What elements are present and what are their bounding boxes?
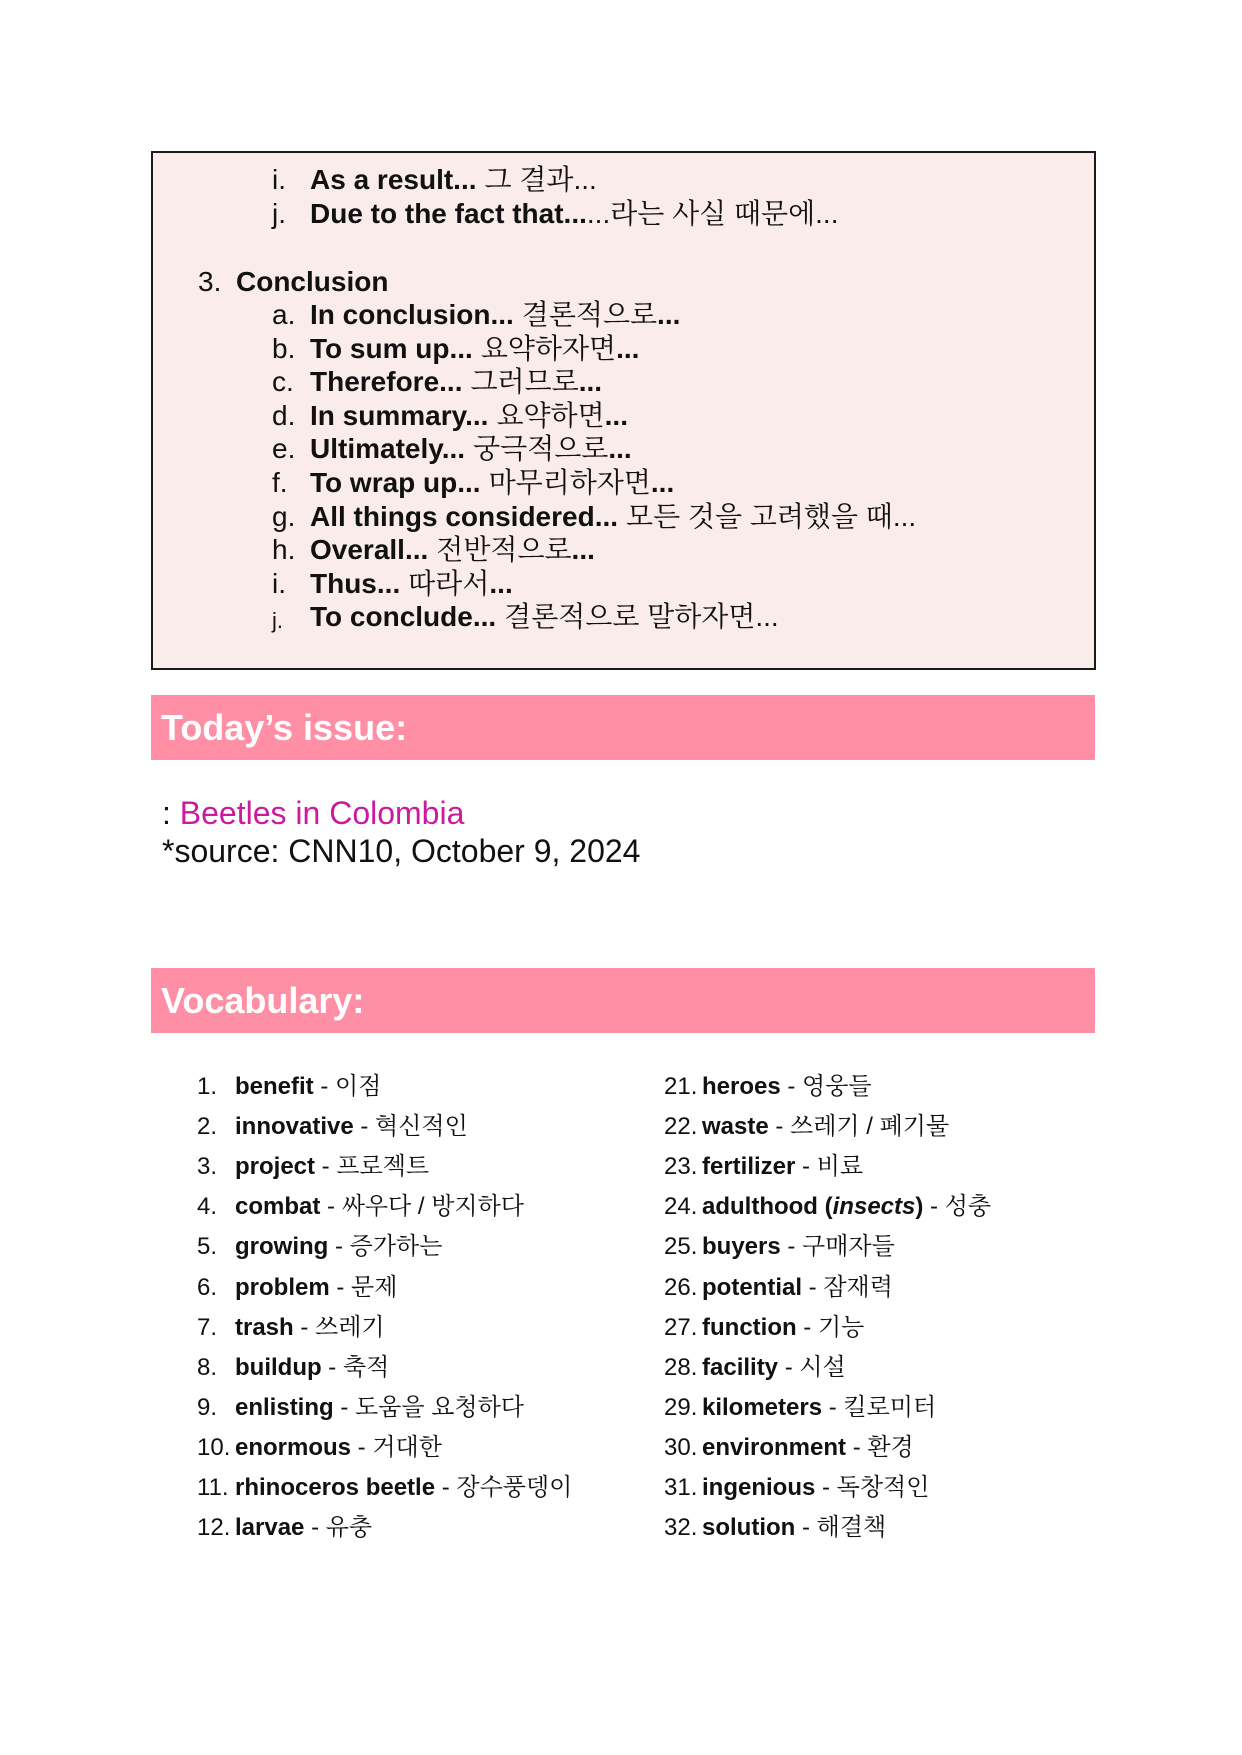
phrase-ellipsis: ... xyxy=(657,299,681,330)
issue-prefix: : xyxy=(162,795,180,831)
phrase-marker: j. xyxy=(272,198,286,229)
vocab-term-note: insects xyxy=(832,1193,916,1220)
phrase-marker: i. xyxy=(272,164,286,195)
vocab-number: 5. xyxy=(197,1233,218,1260)
vocab-number: 7. xyxy=(197,1314,218,1341)
vocab-number: 8. xyxy=(197,1354,218,1381)
vocab-term: waste xyxy=(702,1113,769,1140)
phrase-ellipsis: ... xyxy=(608,433,632,464)
vocab-separator: - xyxy=(313,1073,335,1100)
vocab-paren-close: ) xyxy=(915,1193,924,1220)
phrase-en: To sum up... xyxy=(310,333,473,364)
phrase-en: As a result... xyxy=(310,164,477,195)
vocab-number: 9. xyxy=(197,1394,218,1421)
phrase-box xyxy=(151,151,1096,670)
phrase-marker: b. xyxy=(272,333,296,364)
vocab-number: 22. xyxy=(664,1113,698,1140)
phrase-marker: h. xyxy=(272,534,296,565)
vocab-number: 12. xyxy=(197,1514,231,1541)
vocab-term: heroes xyxy=(702,1073,781,1100)
vocab-separator: - xyxy=(846,1434,868,1461)
vocab-meaning: 증가하는 xyxy=(349,1233,443,1260)
phrase-marker: j. xyxy=(272,608,283,633)
vocab-term: rhinoceros beetle xyxy=(235,1474,436,1501)
phrase-ellipsis: ... xyxy=(571,534,595,565)
vocab-number: 27. xyxy=(664,1314,698,1341)
phrase-ko: 그 결과... xyxy=(484,164,597,195)
vocab-term: combat xyxy=(235,1193,321,1220)
vocab-meaning: 구매자들 xyxy=(802,1233,895,1260)
vocab-term: buildup xyxy=(235,1354,322,1381)
vocab-term: problem xyxy=(235,1274,330,1301)
vocab-separator: - xyxy=(315,1153,337,1180)
vocab-meaning: 성충 xyxy=(944,1193,992,1220)
vocabulary-banner xyxy=(151,968,1095,1033)
vocab-separator: - xyxy=(293,1314,316,1341)
phrase-marker: f. xyxy=(272,467,288,498)
vocab-number: 29. xyxy=(664,1394,698,1421)
phrase-ko: 결론적으로 말하자면... xyxy=(504,601,779,632)
vocab-term: function xyxy=(702,1314,797,1341)
vocab-separator: - xyxy=(333,1394,355,1421)
vocab-separator: - xyxy=(795,1514,817,1541)
phrase-en: All things considered... xyxy=(310,501,619,532)
vocab-separator: - xyxy=(353,1113,376,1140)
vocab-separator: - xyxy=(320,1193,342,1220)
vocab-separator: - xyxy=(435,1474,457,1501)
vocab-meaning: 영웅들 xyxy=(802,1073,872,1100)
vocab-number: 1. xyxy=(197,1073,218,1100)
vocab-number: 31. xyxy=(664,1474,698,1501)
banner-title: Today’s issue: xyxy=(161,707,408,748)
vocab-meaning: 잠재력 xyxy=(823,1274,893,1301)
vocab-meaning: 이점 xyxy=(335,1073,382,1100)
vocab-term: trash xyxy=(235,1314,294,1341)
issue-topic: Beetles in Colombia xyxy=(179,795,465,831)
vocab-separator: - xyxy=(778,1354,800,1381)
vocab-meaning: 혁신적인 xyxy=(375,1113,468,1140)
phrase-en: Due to the fact that... xyxy=(310,198,587,229)
vocab-number: 26. xyxy=(664,1274,698,1301)
phrase-en: In conclusion... xyxy=(310,299,514,330)
phrase-marker: i. xyxy=(272,568,286,599)
vocab-meaning: 킬로미터 xyxy=(843,1394,937,1421)
issue-topic-line xyxy=(162,794,464,832)
vocab-separator: - xyxy=(822,1394,844,1421)
phrase-ko: 마무리하자면 xyxy=(488,467,651,498)
todays-issue-banner xyxy=(151,695,1095,760)
vocab-term: ingenious xyxy=(702,1474,816,1501)
vocab-term: solution xyxy=(702,1514,796,1541)
vocab-meaning: 환경 xyxy=(867,1434,914,1461)
issue-source: *source: CNN10, October 9, 2024 xyxy=(162,833,641,869)
section-title: Conclusion xyxy=(236,266,389,297)
vocab-meaning: 거대한 xyxy=(372,1434,442,1461)
section-number: 3. xyxy=(198,266,222,297)
vocab-number: 10. xyxy=(197,1434,231,1461)
phrase-ko: 따라서 xyxy=(408,568,490,599)
vocab-term: enormous xyxy=(235,1434,352,1461)
vocab-number: 3. xyxy=(197,1153,218,1180)
phrase-ko: 요약하면 xyxy=(496,400,605,431)
vocab-separator: - xyxy=(815,1474,837,1501)
vocab-meaning: 유충 xyxy=(325,1514,373,1541)
phrase-ko: 그러므로 xyxy=(470,366,579,397)
phrase-marker: e. xyxy=(272,433,296,464)
vocab-meaning: 싸우다 / 방지하다 xyxy=(341,1193,524,1220)
banner-title: Vocabulary: xyxy=(161,980,365,1021)
vocab-meaning: 독창적인 xyxy=(836,1474,930,1501)
vocab-separator: - xyxy=(321,1354,343,1381)
vocab-meaning: 해결책 xyxy=(816,1514,887,1541)
vocab-term: fertilizer xyxy=(702,1153,796,1180)
vocab-number: 21. xyxy=(664,1073,698,1100)
phrase-ellipsis: ... xyxy=(489,568,513,599)
phrase-marker: d. xyxy=(272,400,296,431)
vocab-separator: - xyxy=(796,1314,818,1341)
vocab-number: 24. xyxy=(664,1193,698,1220)
vocab-term: larvae xyxy=(235,1514,305,1541)
vocab-meaning: 기능 xyxy=(817,1314,865,1341)
phrase-marker: a. xyxy=(272,299,296,330)
vocab-separator: - xyxy=(304,1514,326,1541)
vocab-meaning: 비료 xyxy=(816,1153,864,1180)
vocab-term: innovative xyxy=(235,1113,354,1140)
vocab-number: 2. xyxy=(197,1113,218,1140)
vocab-number: 6. xyxy=(197,1274,218,1301)
vocab-separator: - xyxy=(802,1274,824,1301)
phrase-en: Overall... xyxy=(310,534,429,565)
phrase-ko: 전반적으로 xyxy=(436,534,572,565)
vocab-term: facility xyxy=(702,1354,779,1381)
vocab-meaning: 프로젝트 xyxy=(336,1153,430,1180)
phrase-en: Thus... xyxy=(310,568,401,599)
phrase-ellipsis: ... xyxy=(604,400,628,431)
vocab-term: environment xyxy=(702,1434,847,1461)
vocab-term: potential xyxy=(702,1274,802,1301)
phrase-en: In summary... xyxy=(310,400,489,431)
vocab-number: 25. xyxy=(664,1233,698,1260)
vocab-separator: - xyxy=(795,1153,817,1180)
vocab-number: 30. xyxy=(664,1434,698,1461)
vocab-separator: - xyxy=(780,1073,803,1100)
vocab-separator: - xyxy=(351,1434,373,1461)
vocab-separator: - xyxy=(768,1113,791,1140)
vocab-meaning: 문제 xyxy=(351,1274,398,1301)
vocab-meaning: 쓰레기 xyxy=(315,1314,385,1341)
phrase-ko: 결론적으로 xyxy=(521,299,658,330)
vocab-number: 11. xyxy=(197,1474,229,1501)
phrase-en: To wrap up... xyxy=(310,467,481,498)
phrase-en: Ultimately... xyxy=(310,433,466,464)
vocab-number: 28. xyxy=(664,1354,698,1381)
phrase-en: Therefore... xyxy=(310,366,463,397)
phrase-ko: 요약하자면 xyxy=(480,333,617,364)
vocab-number: 32. xyxy=(664,1514,698,1541)
phrase-ellipsis: ... xyxy=(650,467,675,498)
phrase-ellipsis: ... xyxy=(578,366,603,397)
vocab-meaning: 쓰레기 / 폐기물 xyxy=(790,1113,950,1140)
vocab-term: growing xyxy=(235,1233,329,1260)
vocab-separator: - xyxy=(780,1233,803,1260)
phrase-ellipsis: ... xyxy=(616,333,640,364)
vocab-separator: - xyxy=(923,1193,945,1220)
phrase-ko: 모든 것을 고려했을 때... xyxy=(626,501,917,532)
vocab-number: 23. xyxy=(664,1153,698,1180)
vocab-separator: - xyxy=(328,1233,350,1260)
phrase-ko: ...라는 사실 때문에... xyxy=(586,198,839,229)
vocab-meaning: 축적 xyxy=(342,1354,390,1381)
vocab-meaning: 장수풍뎅이 xyxy=(456,1474,573,1501)
phrase-en: To conclude... xyxy=(310,601,497,632)
vocab-term: benefit xyxy=(235,1073,314,1100)
vocab-term: project xyxy=(235,1153,316,1180)
phrase-marker: g. xyxy=(272,501,296,532)
phrase-ko: 궁극적으로 xyxy=(473,433,609,464)
vocab-term: kilometers xyxy=(702,1394,823,1421)
vocab-meaning: 도움을 요청하다 xyxy=(355,1394,524,1421)
vocab-meaning: 시설 xyxy=(799,1354,846,1381)
vocab-paren-open: ( xyxy=(817,1193,833,1220)
vocab-term: enlisting xyxy=(235,1394,334,1421)
vocab-number: 4. xyxy=(197,1193,218,1220)
phrase-marker: c. xyxy=(272,366,294,397)
vocab-term: buyers xyxy=(702,1233,781,1260)
vocab-term: adulthood xyxy=(702,1193,818,1220)
vocab-separator: - xyxy=(329,1274,352,1301)
